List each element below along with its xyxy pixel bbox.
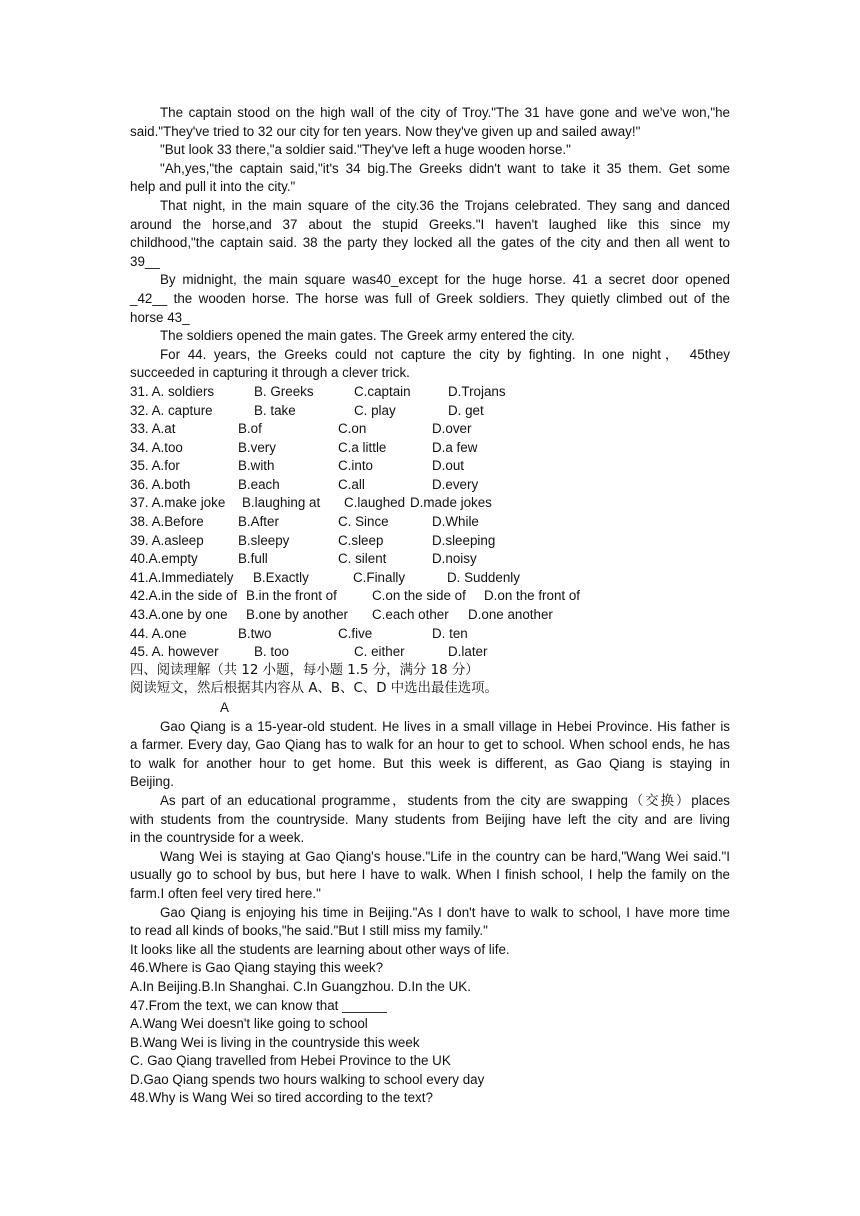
cloze-line: 39__ (130, 253, 160, 269)
option-c: C.each other (372, 607, 449, 623)
option-c: C. play (354, 402, 396, 418)
option-row (130, 513, 730, 532)
option-b: B.two (238, 625, 272, 641)
option-row (130, 476, 730, 495)
option-a: 43.A.one by one (130, 607, 228, 623)
option-b: B. take (254, 402, 296, 418)
option-a: 32. A. capture (130, 402, 213, 418)
reading-passage (130, 718, 730, 960)
question-line: D.Gao Qiang spends two hours walking to school every day (130, 1071, 485, 1087)
cloze-passage (130, 104, 730, 383)
option-d: D. Suddenly (447, 569, 520, 585)
option-d: D.on the front of (484, 588, 581, 604)
cloze-options (130, 383, 730, 662)
passage-line: with students from the countryside. Many students from Beijing have left the city and are living (130, 811, 730, 827)
passage-line: to walk for another hour to get home. But this week is different, as Gao Qiang is staying in (130, 755, 730, 771)
cloze-line: succeeded in capturing it through a clever trick. (130, 365, 410, 381)
option-a: 41.A.Immediately (130, 569, 234, 585)
option-c: C.on (338, 421, 367, 437)
option-c: C. Since (338, 514, 389, 530)
option-d: D.While (432, 514, 479, 530)
option-row (130, 402, 730, 421)
instruction: 阅读短文，然后根据其内容从 A、B、C、D 中选出最佳选项。 (130, 681, 498, 697)
option-row (130, 569, 730, 588)
option-b: B.sleepy (238, 532, 290, 548)
option-a: 35. A.for (130, 458, 180, 474)
cloze-line: "Ah,yes,"the captain said,"it's 34 big.The Greeks didn't want to take it 35 them. Get some (160, 160, 730, 176)
option-a: 37. A.make joke (130, 495, 226, 511)
option-c: C.five (338, 625, 373, 641)
question-line: 46.Where is Gao Qiang staying this week? (130, 960, 384, 976)
option-a: 40.A.empty (130, 551, 198, 567)
option-a: 33. A.at (130, 421, 176, 437)
option-row (130, 606, 730, 625)
option-a: 39. A.asleep (130, 532, 204, 548)
cloze-line: That night, in the main square of the city.36 the Trojans celebrated. They sang and danced (160, 197, 730, 213)
passage-line: farm.I often feel very tired here." (130, 885, 321, 901)
option-c: C.into (338, 458, 373, 474)
option-d: D. get (448, 402, 484, 418)
cloze-line: By midnight, the main square was40_except for the huge horse. 41 a secret door opened (160, 272, 730, 288)
option-d: D.noisy (432, 551, 477, 567)
passage-line: Gao Qiang is enjoying his time in Beijing."As I don't have to walk to school, I have more time (160, 904, 730, 920)
option-b: B.full (238, 551, 268, 567)
cloze-line: around the horse,and 37 about the stupid Greeks."I haven't laughed like this since my (130, 216, 730, 232)
option-d: D.later (448, 644, 488, 660)
option-row (130, 439, 730, 458)
passage-line: usually go to school by bus, but here I have to walk. When I finish school, I help the family on the (130, 867, 730, 883)
section-title: 四、阅读理解（共 12 小题，每小题 1.5 分，满分 18 分） (130, 662, 479, 678)
passage-letter: A (220, 700, 229, 715)
cloze-line: _42__ the wooden horse. The horse was full of Greek soldiers. They quietly climbed out of the (130, 290, 730, 306)
option-row (130, 420, 730, 439)
cloze-line: The captain stood on the high wall of the city of Troy."The 31 have gone and we've won,"he (160, 105, 730, 120)
option-b: B.in the front of (246, 588, 337, 604)
option-b: B.After (238, 514, 279, 530)
passage-line: It looks like all the students are learning about other ways of life. (130, 941, 510, 957)
cloze-line: said."They've tried to 32 our city for ten years. Now they've given up and sailed away!" (130, 123, 641, 139)
option-d: D.a few (432, 439, 478, 455)
question-line: C. Gao Qiang travelled from Hebei Province to the UK (130, 1053, 451, 1069)
option-c: C. either (354, 644, 405, 660)
passage-line: Beijing. (130, 774, 174, 790)
cloze-line: The soldiers opened the main gates. The Greek army entered the city. (160, 328, 575, 344)
option-c: C. silent (338, 551, 387, 567)
option-row (130, 550, 730, 569)
question-line: A.In Beijing.B.In Shanghai. C.In Guangzhou. D.In the UK. (130, 978, 471, 994)
option-c: C.all (338, 476, 365, 492)
option-b: B. Greeks (254, 383, 314, 399)
option-a: 31. A. soldiers (130, 383, 215, 399)
passage-line: As part of an educational programme，students from the city are swapping（交换）places (160, 792, 730, 808)
option-b: B.laughing at (242, 495, 321, 511)
cloze-line: For 44. years, the Greeks could not capture the city by fighting. In one night， 45they (160, 346, 730, 362)
option-a: 38. A.Before (130, 514, 204, 530)
option-row (130, 643, 730, 662)
cloze-line: "But look 33 there,"a soldier said."They've left a huge wooden horse." (160, 142, 571, 158)
cloze-line: horse 43_ (130, 309, 190, 325)
question-line: A.Wang Wei doesn't like going to school (130, 1016, 368, 1032)
option-b: B.of (238, 421, 262, 437)
option-a: 45. A. however (130, 644, 219, 660)
option-d: D.Trojans (448, 383, 506, 399)
option-c: C.captain (354, 383, 411, 399)
option-row (130, 383, 730, 402)
option-c: C.laughed (344, 495, 406, 511)
option-a: 36. A.both (130, 476, 191, 492)
option-a: 42.A.in the side of (130, 588, 238, 604)
option-row (130, 494, 730, 513)
option-d: D.over (432, 421, 472, 437)
option-d: D.out (432, 458, 465, 474)
option-a: 34. A.too (130, 439, 183, 455)
option-c: C.a little (338, 439, 387, 455)
option-row (130, 457, 730, 476)
option-d: D. ten (432, 625, 468, 641)
option-c: C.on the side of (372, 588, 466, 604)
option-c: C.Finally (353, 569, 406, 585)
option-row (130, 625, 730, 644)
question-line: B.Wang Wei is living in the countryside this week (130, 1034, 420, 1050)
option-b: B.each (238, 476, 280, 492)
reading-questions (130, 959, 730, 1108)
option-d: D.every (432, 476, 479, 492)
option-row (130, 587, 730, 606)
option-b: B.very (238, 439, 276, 455)
option-b: B.one by another (246, 607, 348, 623)
passage-line: in the countryside for a week. (130, 830, 305, 846)
option-b: B.with (238, 458, 275, 474)
question-line: 47.From the text, we can know that ______ (130, 997, 387, 1013)
option-b: B.Exactly (253, 569, 309, 585)
passage-line: Wang Wei is staying at Gao Qiang's house."Life in the country can be hard,"Wang Wei said."I (160, 848, 730, 864)
option-d: D.made jokes (410, 495, 492, 511)
option-b: B. too (254, 644, 289, 660)
option-row (130, 532, 730, 551)
passage-line: a farmer. Every day, Gao Qiang has to walk for an hour to get to school. When school ends, he has (130, 737, 730, 753)
option-d: D.sleeping (432, 532, 496, 548)
cloze-line: childhood,"the captain said. 38 the party they locked all the gates of the city and then all went to (130, 235, 730, 251)
passage-line: Gao Qiang is a 15-year-old student. He lives in a small village in Hebei Province. His father is (160, 718, 730, 734)
cloze-line: help and pull it into the city." (130, 179, 296, 195)
option-c: C.sleep (338, 532, 384, 548)
option-d: D.one another (468, 607, 553, 623)
option-a: 44. A.one (130, 625, 187, 641)
passage-line: to read all kinds of books,"he said."But I still miss my family." (130, 923, 488, 939)
question-line: 48.Why is Wang Wei so tired according to the text? (130, 1090, 433, 1106)
